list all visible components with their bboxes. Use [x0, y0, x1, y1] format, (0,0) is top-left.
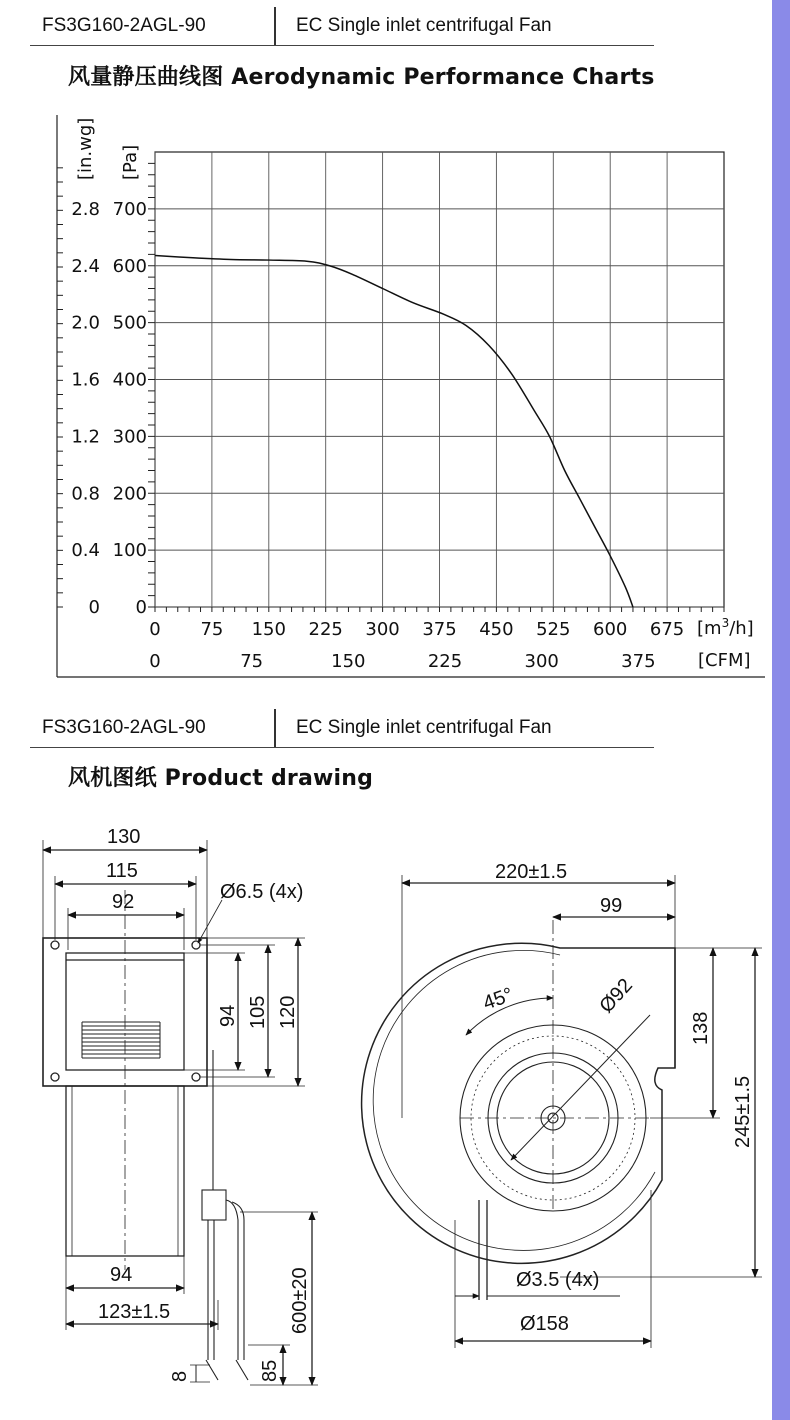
dim-92: 92: [112, 891, 135, 913]
dim-dia-92: Ø92: [595, 974, 638, 1018]
side-view: [43, 840, 318, 1385]
x-tick-label-m3h: 375: [422, 619, 457, 640]
y-tick-label-pa: 700: [112, 198, 147, 220]
dim-130: 130: [107, 826, 141, 848]
x-minor-ticks: [155, 607, 724, 612]
dim-hole-dia: Ø6.5 (4x): [220, 881, 304, 903]
x-tick-label-cfm: 225: [427, 651, 463, 672]
y-tick-label-inwg: 0.4: [71, 540, 100, 562]
dim-8: 8: [169, 1370, 191, 1382]
dim-94-height: 94: [217, 1004, 239, 1027]
x-tick-label-cfm: 375: [621, 651, 656, 672]
x-tick-label-cfm: 0: [149, 651, 161, 672]
header-divider-2: [274, 709, 276, 747]
y-tick-label-pa: 500: [112, 312, 147, 334]
dim-115: 115: [106, 860, 138, 882]
x-tick-label-m3h: 600: [593, 619, 628, 640]
dim-123: 123±1.5: [98, 1301, 171, 1323]
x-tick-labels: [149, 619, 684, 672]
y-tick-label-inwg: 0.8: [71, 483, 100, 505]
x-tick-label-cfm: 75: [240, 651, 264, 672]
dim-85: 85: [259, 1359, 281, 1382]
dim-94-width: 94: [110, 1264, 133, 1286]
drawing-header: [30, 707, 654, 748]
dim-dia-3-5: Ø3.5 (4x): [516, 1269, 600, 1291]
chart-grid: [155, 152, 724, 607]
x-tick-label-m3h: 0: [149, 619, 161, 640]
x-tick-label-m3h: 75: [200, 619, 224, 640]
x-axis-label-cfm: [CFM]: [698, 650, 751, 671]
model-number-2: FS3G160-2AGL-90: [42, 717, 206, 738]
y-tick-label-inwg: 1.6: [71, 369, 100, 391]
y-tick-label-pa: 0: [135, 597, 147, 618]
y-tick-labels: [71, 199, 147, 618]
model-number: FS3G160-2AGL-90: [42, 15, 206, 36]
dim-99: 99: [600, 895, 623, 917]
performance-chart: [0, 0, 772, 690]
side-view-dimensions: [98, 826, 311, 1382]
x-tick-label-m3h: 225: [308, 619, 343, 640]
x-axis-label-m3h: $[m^3/h]$: [697, 616, 754, 639]
drawing-title: 风机图纸 Product drawing: [68, 766, 374, 791]
x-tick-label-cfm: 150: [331, 651, 366, 672]
y-tick-label-pa: 100: [112, 540, 147, 562]
pressure-curve-line: [155, 256, 633, 607]
dim-45deg: 45°: [480, 983, 517, 1015]
dim-220: 220±1.5: [495, 861, 568, 883]
y-tick-label-pa: 400: [112, 369, 147, 391]
y-tick-label-inwg: 2.0: [71, 312, 100, 334]
x-tick-label-m3h: 450: [479, 619, 514, 640]
y-tick-label-pa: 600: [112, 255, 147, 277]
dim-cable-length: 600±20: [289, 1267, 311, 1334]
y-tick-label-inwg: 0: [88, 597, 100, 618]
chart-title: 风量静压曲线图 Aerodynamic Performance Charts: [68, 65, 655, 90]
y-tick-label-inwg: 2.8: [71, 198, 100, 220]
y-tick-label-inwg: 1.2: [71, 426, 100, 448]
y-axis-label-pa: [Pa]: [120, 144, 141, 180]
y-tick-label-inwg: 2.4: [71, 255, 100, 277]
x-tick-label-m3h: 675: [649, 619, 685, 640]
dim-138: 138: [690, 1011, 712, 1045]
dim-120: 120: [277, 995, 299, 1029]
y-tick-label-pa: 300: [112, 426, 147, 448]
x-tick-label-m3h: 525: [536, 619, 571, 640]
x-tick-label-cfm: 300: [524, 651, 559, 672]
y-axis-label-inwg: [in.wg]: [75, 117, 96, 180]
dim-dia-158: Ø158: [520, 1313, 569, 1335]
pressure-curve-series: [155, 256, 633, 607]
x-tick-label-m3h: 300: [365, 619, 400, 640]
product-description: EC Single inlet centrifugal Fan: [296, 15, 552, 36]
product-description-2: EC Single inlet centrifugal Fan: [296, 717, 552, 738]
dim-105: 105: [247, 995, 269, 1029]
x-tick-label-m3h: 150: [251, 619, 286, 640]
product-drawing: [0, 800, 772, 1420]
y-tick-label-pa: 200: [112, 483, 147, 505]
dim-245: 245±1.5: [732, 1075, 754, 1148]
